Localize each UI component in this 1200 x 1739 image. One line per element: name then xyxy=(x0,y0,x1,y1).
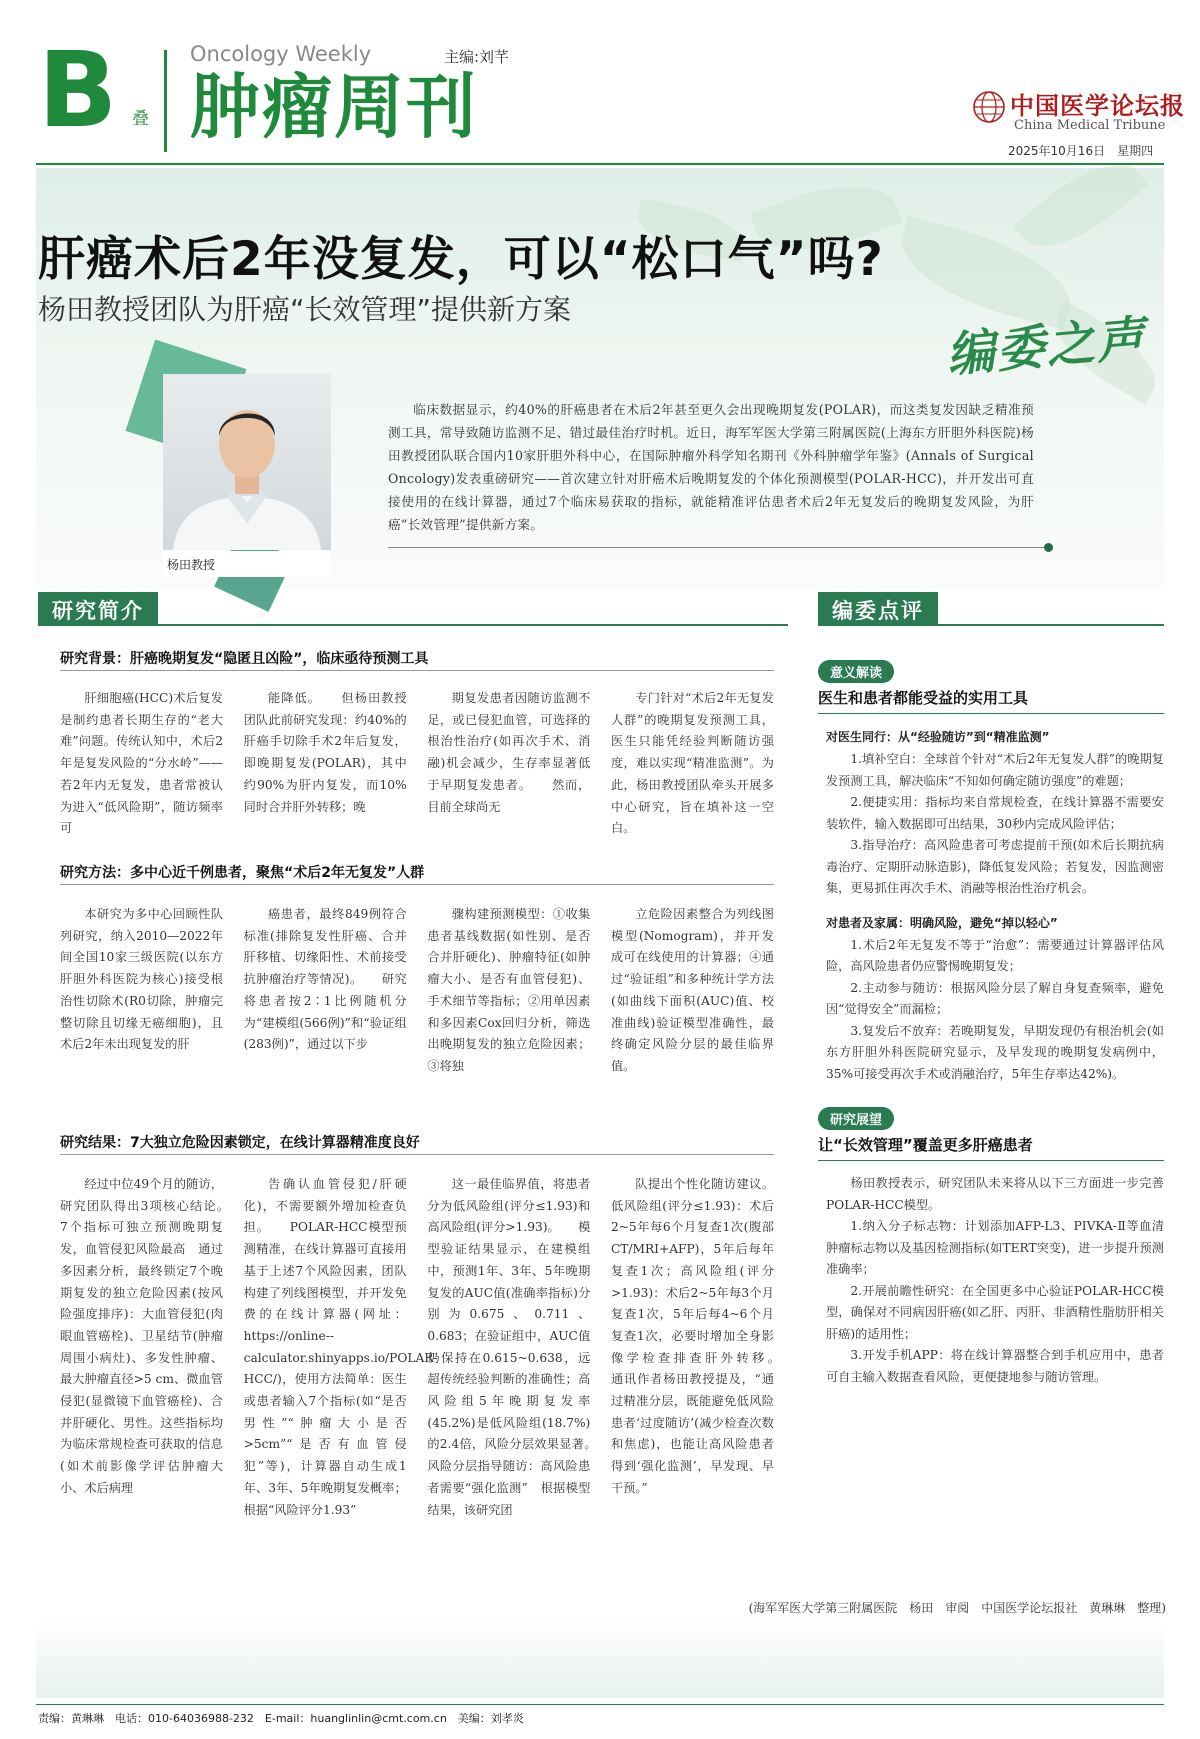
section-heading-methods: 研究方法：多中心近千例患者，聚焦“术后2年无复发”人群 xyxy=(60,865,425,881)
article-text: 癌患者，最终849例符合标准(排除复发性肝癌、合并肝移植、切缘阳性、术前接受抗肿瘤治疗等情况)。 研究将患者按2∶1比例随机分为“建模组(566例)”和“验证组(283例)”，通过以下步 xyxy=(243,907,407,1052)
chief-editor: 主编:刘芊 xyxy=(444,48,510,66)
brand-globe-icon xyxy=(972,90,1006,124)
commentary-paragraph: 2.便捷实用：指标均来自常规检查，在线计算器不需要安装软件，输入数据即可出结果，30秒内完成风险评估； xyxy=(826,795,1164,831)
pill-label: 意义解读 xyxy=(818,660,894,683)
intro-paragraph: 临床数据显示，约40%的肝癌患者在术后2年甚至更久会出现晚期复发(POLAR)，而这类复发因缺乏精准预测工具，常导致随访监测不足、错过最佳治疗时机。近日，海军军医大学第三附属医院(上海东方肝胆外科医院)杨田教授团队联合国内10家肝胆外科中心，在国际肿瘤外科学知名期刊《外科肿瘤学年鉴》(Annals of Surgical Oncology)发表重磅研究——首次建立针对肝癌术后晚期复发的个体化预测模型(POLAR-HCC)，并开发出可直接使用的在线计算器，通过7个临床易获取的指标，就能精准评估患者术后2年无复发后的晚期复发风险，为肝癌“长效管理”提供新方案。 xyxy=(388,402,1034,532)
commentary-text xyxy=(818,1173,1164,1388)
section-heading-background: 研究背景：肝癌晚期复发“隐匿且凶险”，临床亟待预测工具 xyxy=(60,651,429,667)
article-columns-results xyxy=(60,1174,799,1592)
portrait-caption: 杨田教授 xyxy=(163,551,331,577)
commentary-paragraph: 3.开发手机APP：将在线计算器整合到手机应用中，患者可自主输入数据查看风险，更便捷地参与随访管理。 xyxy=(826,1348,1164,1384)
article-column xyxy=(611,904,774,1114)
decorative-bottom-band xyxy=(36,1618,1164,1698)
commentary-text xyxy=(818,935,1164,1086)
masthead-divider xyxy=(164,50,167,152)
commentary-block xyxy=(818,660,1164,1085)
article-text: 期复发患者因随访监测不足，或已侵犯血管，可选择的根治性治疗(如再次手术、消融)机会减少，生存率显著低于早期复发患者。 然而，目前全球尚无 xyxy=(427,691,591,814)
article-column xyxy=(611,688,774,848)
section-tab-research: 研究简介 xyxy=(38,592,158,624)
article-text: 这一最佳临界值，将患者分为低风险组(评分≤1.93)和高风险组(评分>1.93)。 模型验证结果显示，在建模组中，预测1年、3年、5年晚期复发的AUC值(准确率指标)分别为0.675、0.711、0.683；在验证组中，AUC值仍保持在0.615~0.638，远超传统经验判断的准确性；高风险组5年晚期复发率(45.2%)是低风险组(18.7%)的2.4倍，风险分层效果显著。 风险分层指导随访：高风险患者需要“强化监测” 根据模型结果，该研究团 xyxy=(427,1177,615,1517)
masthead xyxy=(0,0,1200,168)
commentary-title: 医生和患者都能受益的实用工具 xyxy=(818,687,1164,714)
article-column xyxy=(60,1174,248,1592)
headline: 肝癌术后2年没复发，可以“松口气”吗? xyxy=(38,232,884,287)
article-column xyxy=(243,1174,438,1592)
article-column xyxy=(427,688,590,848)
article-text: 立危险因素整合为列线图模型(Nomogram)，并开发成可在线使用的计算器；④通过“验证组”和多种统计学方法(如曲线下面积(AUC)值、校准曲线)验证模型准确性，最终确定风险分层的最佳临界值。 xyxy=(610,907,774,1073)
commentary-paragraph: 杨田教授表示，研究团队未来将从以下三方面进一步完善POLAR-HCC模型。 xyxy=(826,1176,1164,1212)
column-badge: 编委之声 xyxy=(944,310,1149,384)
section-suffix: 叠 xyxy=(132,109,149,129)
article-column xyxy=(244,688,407,848)
commentary-text xyxy=(818,749,1164,900)
section-heading-rule xyxy=(60,884,774,885)
brand-name-cn: 中国医学论坛报 xyxy=(1010,91,1185,120)
commentary-paragraph: 1.术后2年无复发不等于“治愈”：需要通过计算器评估风险，高风险患者仍应警惕晚期复发； xyxy=(826,937,1164,973)
article-column xyxy=(427,1174,615,1592)
article-text: 经过中位49个月的随访，研究团队得出3项核心结论。 7个指标可独立预测晚期复发，血管侵犯风险最高 通过多因素分析，最终锁定7个晚期复发的独立危险因素(按风险强度排序)：大血管侵犯(肉眼血管癌栓)、卫星结节(肿瘤周围小病灶)、多发性肿瘤、最大肿瘤直径>5 cm、微血管侵犯(显微镜下血管癌栓)、合并肝硬化、男性。这些指标均为临床常规检查可获取的信息(如术前影像学评估肿瘤大小、术后病理 xyxy=(60,1177,248,1495)
article-column xyxy=(610,1174,799,1592)
footer-rule xyxy=(36,1704,1164,1705)
commentary-title: 让“长效管理”覆盖更多肝癌患者 xyxy=(818,1134,1164,1161)
article-column xyxy=(60,688,223,848)
section-tab-commentary: 编委点评 xyxy=(818,592,938,624)
subheadline: 杨田教授团队为肝癌“长效管理”提供新方案 xyxy=(38,293,572,326)
title-cn: 肿瘤周刊 xyxy=(190,66,478,148)
commentary-subheading: 对患者及家属：明确风险，避免“掉以轻心” xyxy=(826,915,1058,930)
article-columns-background xyxy=(60,688,774,848)
commentary-paragraph: 3.复发后不放弃：若晚期复发，早期发现仍有根治机会(如东方肝胆外科医院研究显示，及早发现的晚期复发病例中，35%可接受再次手术或消融治疗，5年生存率达42%)。 xyxy=(826,1023,1164,1081)
commentary-paragraph: 2.开展前瞻性研究：在全国更多中心验证POLAR-HCC模型，确保对不同病因肝癌(如乙肝、丙肝、非酒精性脂肪肝相关肝癌)的适用性； xyxy=(826,1283,1164,1341)
title-en: Oncology Weekly xyxy=(190,42,372,66)
section-tab-underline xyxy=(818,624,1164,626)
masthead-rule xyxy=(36,163,1164,165)
commentary-paragraph: 1.纳入分子标志物：计划添加AFP-L3、PIVKA-Ⅱ等血清肿瘤标志物以及基因检测指标(如TERT突变)，进一步提升预测准确率； xyxy=(826,1219,1164,1276)
article-text: 本研究为多中心回顾性队列研究，纳入2010—2022年间全国10家三级医院(以东方肝胆外科医院为核心)接受根治性切除术(R0切除，肿瘤完整切除且切缘无癌细胞)，且术后2年未出现复发的肝 xyxy=(60,907,223,1052)
portrait-photo xyxy=(163,374,331,550)
section-heading-results: 研究结果：7大独立危险因素锁定，在线计算器精准度良好 xyxy=(60,1135,420,1151)
article-text: 专门针对“术后2年无复发人群”的晚期复发预测工具，医生只能凭经验判断随访强度，难以实现“精准监测”。为此，杨田教授团队牵头开展多中心研究，旨在填补这一空白。 xyxy=(610,691,774,836)
section-letter: B xyxy=(38,29,118,151)
article-text: 能降低。 但杨田教授团队此前研究发现：约40%的肝癌手切除手术2年后复发，即晚期复发(POLAR)，其中约90%为肝内复发，而10%同时合并肝外转移；晚 xyxy=(243,691,407,814)
article-columns-methods xyxy=(60,904,774,1114)
publication-date: 2025年10月16日 星期四 xyxy=(1008,144,1154,158)
article-column xyxy=(244,904,407,1114)
commentary-paragraph: 2.主动参与随访：根据风险分层了解自身复查频率，避免因“觉得安全”而漏检； xyxy=(826,980,1164,1016)
section-heading-rule xyxy=(60,1154,774,1155)
article-text: 队提出个性化随访建议。低风险组(评分≤1.93)：术后2~5年每6个月复查1次(腹部CT/MRI+AFP)，5年后每年复查1次；高风险组(评分>1.93)：术后2~5年每3个月复查1次，5年后每4~6个月复查1次，必要时增加全身影像学检查排查肝外转移。 通讯作者杨田教授提及，“通过精准分层，既能避免低风险患者‘过度随访’(减少检查次数和焦虑)，也能让高风险患者得到‘强化监测’，早发现、早干预。” xyxy=(610,1177,799,1495)
brand-name-en: China Medical Tribune xyxy=(1014,118,1166,133)
commentary-subheading: 对医生同行：从“经验随访”到“精准监测” xyxy=(826,730,1050,744)
article-text: 骤构建预测模型：①收集患者基线数据(如性别、是否合并肝硬化)、肿瘤特征(如肿瘤大小、是否有血管侵犯)、手术细节等指标；②用单因素和多因素Cox回归分析，筛选出晚期复发的独立危险因素；③将独 xyxy=(427,907,591,1073)
commentary-paragraph: 3.指导治疗：高风险患者可考虑提前干预(如术后长期抗病毒治疗、定期肝动脉造影)，降低复发风险；若复发，因监测密集，更易抓住再次手术、消融等根治性治疗机会。 xyxy=(826,838,1164,895)
commentary-paragraph: 1.填补空白：全球首个针对“术后2年无复发人群”的晚期复发预测工具，解决临床“不知如何确定随访强度”的难题； xyxy=(826,752,1164,788)
intro-divider xyxy=(388,547,1048,548)
article-text: 肝细胞癌(HCC)术后复发是制约患者长期生存的“老大难”问题。传统认知中，术后2年是复发风险的“分水岭”——若2年内无复发，患者常被认为进入“低风险期”，随访频率可 xyxy=(60,691,223,836)
commentary-block xyxy=(818,1107,1164,1388)
section-heading-rule xyxy=(60,670,774,671)
article-column xyxy=(60,904,223,1114)
commentary-column xyxy=(818,660,1164,1388)
section-tab-underline xyxy=(38,624,788,626)
article-column xyxy=(427,904,590,1114)
footer-info: 责编：黄琳琳 电话：010-64036988-232 E-mail：huanglinlin@cmt.com.cn 美编：刘孝炎 xyxy=(38,1712,524,1725)
article-credit: (海军军医大学第三附属医院 杨田 审阅 中国医学论坛报社 黄琳琳 整理) xyxy=(748,1601,1166,1615)
person-silhouette-icon xyxy=(163,374,331,550)
article-text: 告确认血管侵犯/肝硬化)，不需要额外增加检查负担。 POLAR-HCC模型预测精准，在线计算器可直接用 基于上述7个风险因素，团队构建了列线图模型，并开发免费的在线计算器(网址：https://online--calculator.shinyapps.io/POLAR-HCC/)，使用方法简单：医生或患者输入7个指标(如“是否男性”“肿瘤大小是否>5cm”“是否有血管侵犯”等)，计算器自动生成1年、3年、5年晚期复发概率；根据“风险评分1.93” xyxy=(243,1177,438,1517)
pill-label: 研究展望 xyxy=(818,1107,894,1130)
intro-divider-dot xyxy=(1044,543,1053,552)
